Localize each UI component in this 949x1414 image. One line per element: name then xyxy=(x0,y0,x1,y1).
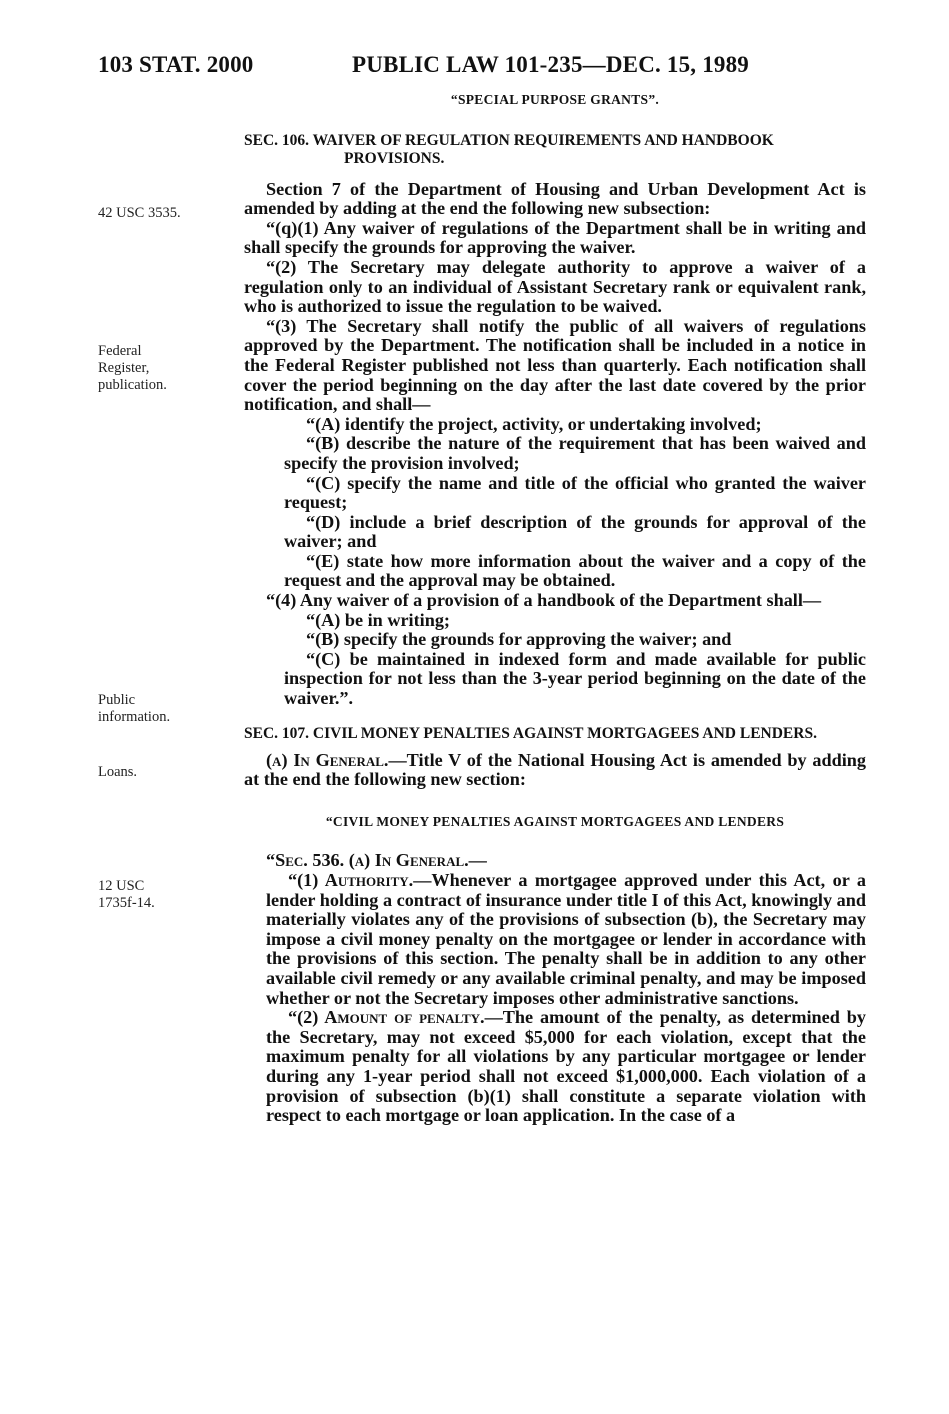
special-purpose-grants-heading: “SPECIAL PURPOSE GRANTS”. xyxy=(450,92,660,107)
running-header: PUBLIC LAW 101-235—DEC. 15, 1989 xyxy=(352,52,750,77)
sec-536-dash: — xyxy=(468,850,487,871)
clause-c: “(C) specify the name and title of the official who granted the waiver request; xyxy=(284,472,866,513)
paragraph-4: “(4) Any waiver of a provision of a handbook of the Department shall— xyxy=(266,590,822,611)
paragraph-2: “(2) The Secretary may delegate authority to approve a waiver of a regulation only to an individual of Assistant Secretary rank or equivalent rank, who is authorized to issue the regulation to be waived. xyxy=(244,256,866,317)
paragraph-authority xyxy=(244,871,866,1008)
clause-b: “(B) describe the nature of the requirement that has been waived and specify the provision involved; xyxy=(284,433,866,473)
margin-note-loans: Loans. xyxy=(98,764,138,780)
clause-4b: “(B) specify the grounds for approving the waiver; and xyxy=(306,629,732,650)
margin-note-usc-1735f-14: 12 USC 1735f-14. xyxy=(98,878,155,911)
clause-a: “(A) identify the project, activity, or undertaking involved; xyxy=(306,413,762,434)
section-106-heading: SEC. 106. WAIVER OF REGULATION REQUIREMENTS AND HANDBOOK PROVISIONS. xyxy=(244,131,774,167)
clause-4c: “(C) be maintained in indexed form and made available for public inspection for not less than the 3-year period beginning on the date of the waiver.”. xyxy=(284,648,866,709)
paragraph-107a-text: —Title V of the National Housing Act is amended by adding at the end the following new section: xyxy=(244,749,866,790)
paragraph-q1: “(q)(1) Any waiver of regulations of the Department shall be in writing and shall specify the grounds for approving the waiver. xyxy=(244,217,866,258)
clause-d: “(D) include a brief description of the grounds for approval of the waiver; and xyxy=(284,511,866,552)
margin-note-federal-register: Federal Register, publication. xyxy=(98,343,167,393)
sec-536-lead: “Sec. 536. (a) In General. xyxy=(266,850,469,871)
clause-4a: “(A) be in writing; xyxy=(306,609,450,630)
authority-lead: “(1) Authority. xyxy=(288,870,414,890)
margin-note-public-information: Public information. xyxy=(98,692,171,725)
paragraph-section7: Section 7 of the Department of Housing and Urban Development Act is amended by adding at the end the following new subsection: xyxy=(244,178,866,219)
amount-of-penalty-text: —The amount of the penalty, as determined by the Secretary, may not exceed $5,000 for each violation, except that the maximum penalty for all violations by any particular mortgagee or lender during any 1-year period shall not exceed $1,000,000. Each violation of a provision of subsection (b)(1) shall constitute a separate violation with respect to each mortgage or loan application. In the case of a xyxy=(266,1007,866,1126)
section-107-heading: SEC. 107. CIVIL MONEY PENALTIES AGAINST MORTGAGEES AND LENDERS. xyxy=(244,724,817,742)
authority-text: —Whenever a mortgagee approved under this Act, or a lender holding a contract of insurance under title I of this Act, knowingly and materially violates any of the provisions of subsection (b), the Secretary may impose a civil money penalty on the mortgagee or lender in accordance with the provisions of this section. The penalty shall be in addition to any other available civil remedy or any available criminal penalty, and may be imposed whether or not the Secretary imposes other administrative sanctions. xyxy=(266,870,866,1008)
in-general-lead: (a) In General. xyxy=(266,749,389,770)
civil-money-penalties-subheading: “CIVIL MONEY PENALTIES AGAINST MORTGAGEES AND LENDERS xyxy=(325,813,785,829)
amount-of-penalty-lead: “(2) Amount of penalty. xyxy=(288,1007,485,1028)
section-536-heading xyxy=(244,851,866,871)
paragraph-3: “(3) The Secretary shall notify the public of all waivers of regulations approved by the Department. The notification shall be included in a notice in the Federal Register published not less than quarterly. Each notification shall cover the period beginning on the day after the last date covered by the prior notification, and shall— xyxy=(244,315,866,415)
paragraph-amount-of-penalty xyxy=(244,1008,866,1126)
clause-e: “(E) state how more information about the waiver and a copy of the request and the approval may be obtained. xyxy=(284,550,866,591)
paragraph-107a xyxy=(244,751,866,790)
margin-note-usc-3535: 42 USC 3535. xyxy=(98,205,181,221)
body-text xyxy=(244,90,866,1126)
page-number-header: 103 STAT. 2000 xyxy=(98,52,254,77)
